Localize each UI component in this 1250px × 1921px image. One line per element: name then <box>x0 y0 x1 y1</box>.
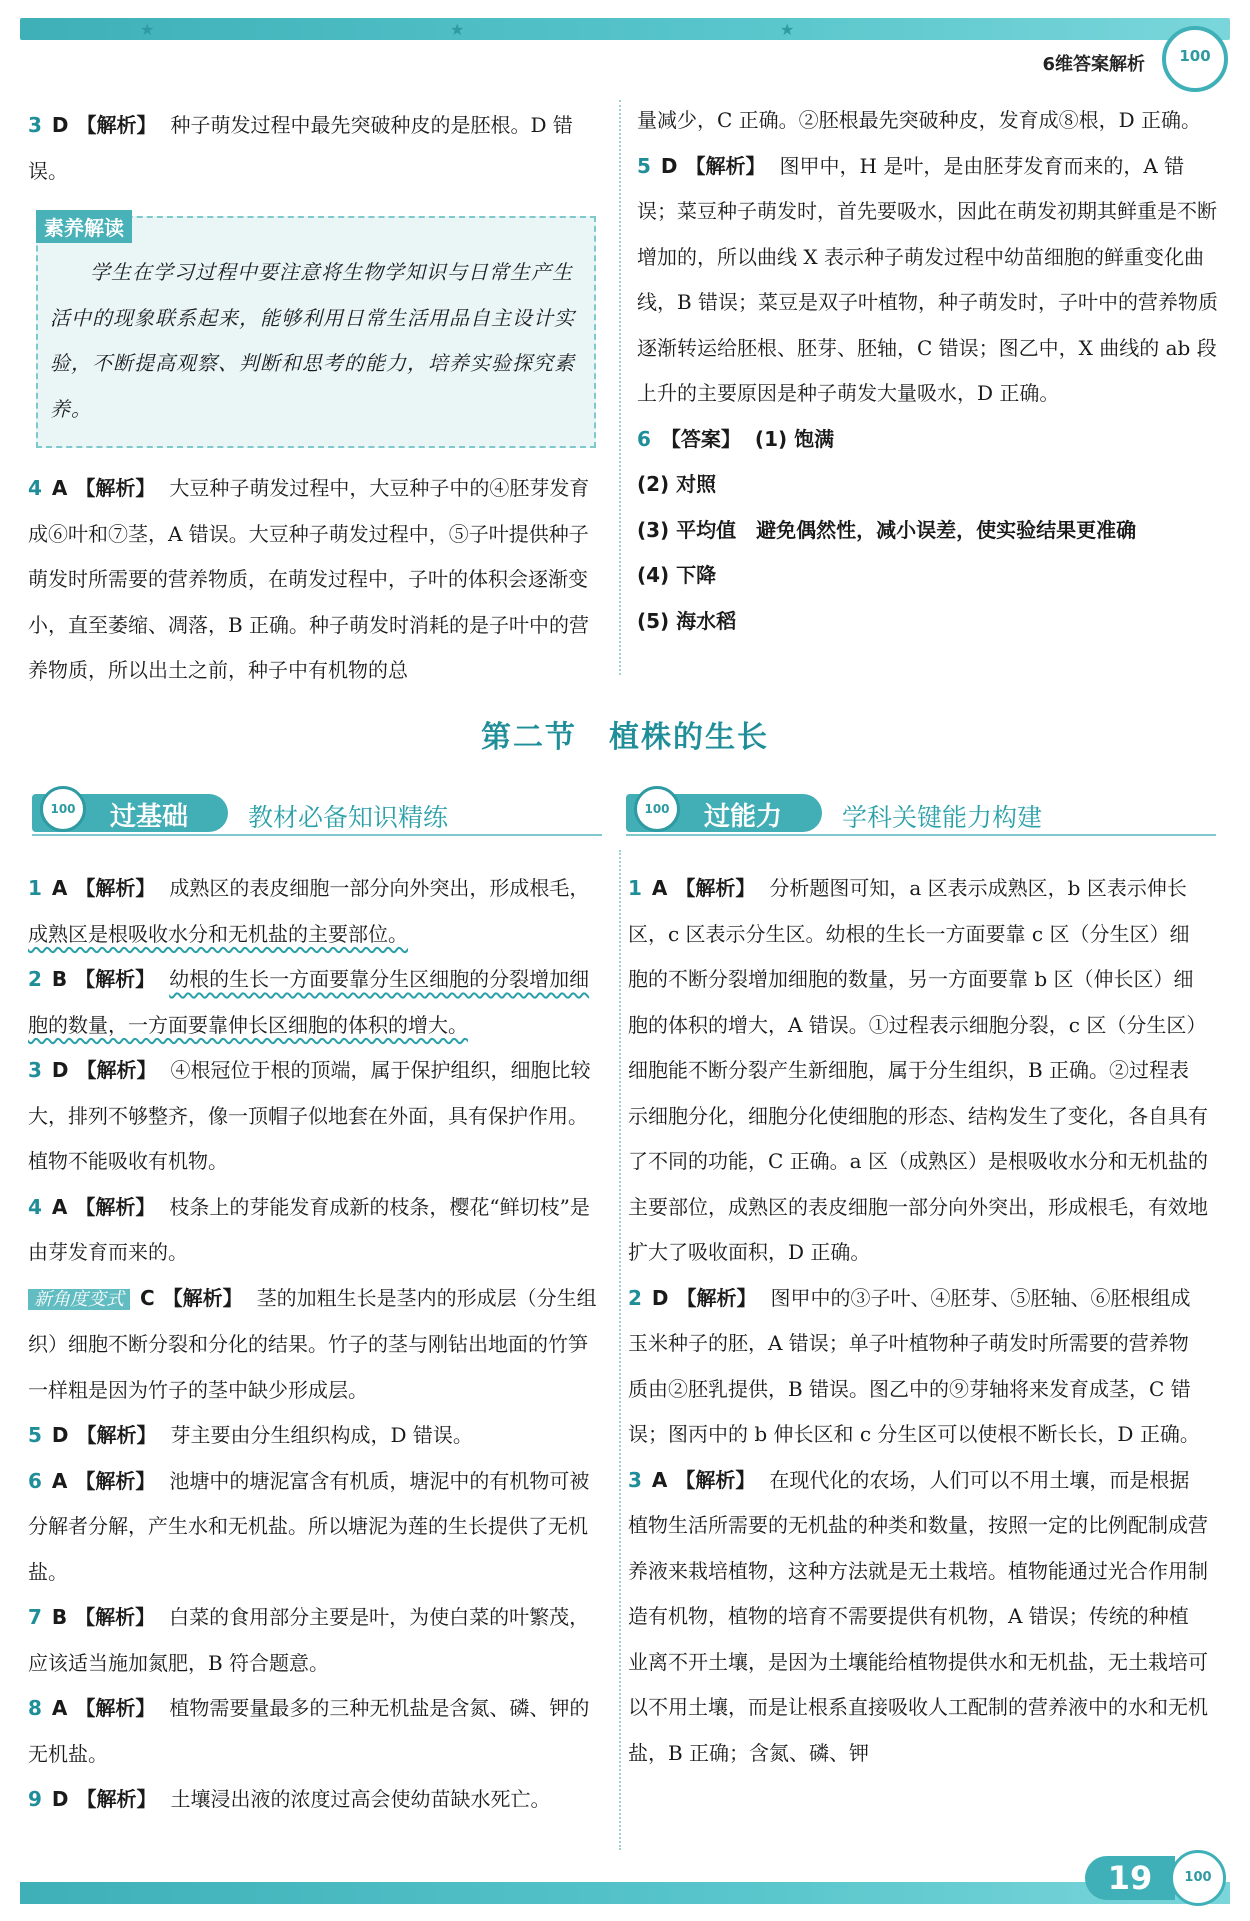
answer-item-5: 5 D 【解析】 图甲中，H 是叶，是由胚芽发育而来的，A 错误；菜豆种子萌发时，首先要吸水，因此在萌发初期其鲜重是不断增加的，所以曲线 X 表示种子萌发过程中幼苗细胞的鲜重变化曲线，B 错误；菜豆是双子叶植物，种子萌发时，子叶中的营养物质逐渐转运给胚根、胚芽、胚轴，C 错误；图乙中，X 曲线的 ab 段上升的主要原因是种子萌发大量吸水，D 正确。 <box>637 153 1219 405</box>
answer-item-3: 3 D 【解析】 种子萌发过程中最先突破种皮的是胚根。D 错误。 <box>28 113 573 183</box>
bottom-right-column <box>628 866 1208 1776</box>
top-right-column <box>637 98 1222 644</box>
answer-item-6: 6 【答案】 (1) 饱满 <box>637 426 835 451</box>
basic-item-5: 5 D 【解析】 芽主要由分生组织构成，D 错误。 <box>28 1423 473 1447</box>
basic-item-8: 8 A 【解析】 植物需要量最多的三种无机盐是含氮、磷、钾的无机盐。 <box>28 1696 590 1766</box>
page-number: 19 <box>1085 1856 1175 1900</box>
top-decorative-bar <box>20 18 1230 40</box>
logo-icon: 100 <box>1162 26 1228 92</box>
basic-item-2: 2 B 【解析】 幼根的生长一方面要靠分生区细胞的分裂增加细胞的数量，一方面要靠伸长区细胞的体积的增大。 <box>28 967 590 1037</box>
ability-item-1: 1 A 【解析】 分析题图可知，a 区表示成熟区，b 区表示伸长区，c 区表示分生区。幼根的生长一方面要靠 c 区（分生区）细胞的不断分裂增加细胞的数量，另一方面要靠 b 区（伸长区）细胞的体积的增大，A 错误。①过程表示细胞分裂，c 区（分生区）细胞能不断分裂产生新细胞，属于分生组织，B 正确。②过程表示细胞分化，细胞分化使细胞的形态、结构发生了变化，各自具有了不同的功能，C 正确。a 区（成熟区）是根吸收水分和无机盐的主要部位，成熟区的表皮细胞一部分向外突出，形成根毛，有效地扩大了吸收面积，D 正确。 <box>628 876 1208 1264</box>
mascot-icon: 100 <box>634 786 680 832</box>
basic-item-4: 4 A 【解析】 枝条上的芽能发育成新的枝条，樱花“鲜切枝”是由芽发育而来的。 <box>28 1194 590 1264</box>
star-icon: ★ <box>780 20 795 39</box>
right-band-subtitle: 学科关键能力构建 <box>842 803 1043 832</box>
logo-icon: 100 <box>1170 1850 1226 1906</box>
basic-item-variant: 新角度变式 C 【解析】 茎的加粗生长是茎内的形成层（分生组织）细胞不断分裂和分化的结果。竹子的茎与刚钻出地面的竹笋一样粗是因为竹子的茎中缺少形成层。 <box>28 1285 597 1402</box>
basic-item-6: 6 A 【解析】 池塘中的塘泥富含有机质，塘泥中的有机物可被分解者分解，产生水和无机盐。所以塘泥为莲的生长提供了无机盐。 <box>28 1468 590 1584</box>
ability-item-3: 3 A 【解析】 在现代化的农场，人们可以不用土壤，而是根据植物生活所需要的无机盐的种类和数量，按照一定的比例配制成营养液来栽培植物，这种方法就是无土栽培。植物能通过光合作用制造有机物，植物的培育不需要提供有机物，A 错误；传统的种植业离不开土壤，是因为土壤能给植物提供水和无机盐，无土栽培可以不用土壤，而是让根系直接吸收人工配制的营养液中的水和无机盐，B 正确；含氮、磷、钾 <box>628 1467 1208 1765</box>
bottom-decorative-bar <box>20 1882 1230 1904</box>
mascot-icon: 100 <box>40 786 86 832</box>
column-divider <box>619 100 621 675</box>
right-band-title: 过能力 <box>704 802 783 832</box>
star-icon: ★ <box>140 20 155 39</box>
column-divider <box>619 850 621 1850</box>
answer-6-item-4: (4) 下降 <box>637 563 717 587</box>
star-icon: ★ <box>450 20 465 39</box>
basic-item-3: 3 D 【解析】 ④根冠位于根的顶端，属于保护组织，细胞比较大，排列不够整齐，像一顶帽子似地套在外面，具有保护作用。植物不能吸收有机物。 <box>28 1058 591 1173</box>
right-band <box>594 792 1234 836</box>
left-band-subtitle: 教材必备知识精练 <box>248 803 449 832</box>
answer-6-item-2: (2) 对照 <box>637 472 717 496</box>
top-left-column <box>28 103 603 194</box>
answer-item-4: 4 A 【解析】 大豆种子萌发过程中，大豆种子中的④胚芽发育成⑥叶和⑦茎，A 错误。大豆种子萌发过程中，⑤子叶提供种子萌发时所需要的营养物质，在萌发过程中，子叶的体积会逐渐变小，直至萎缩、凋落，B 正确。种子萌发时消耗的是子叶中的营养物质，所以出土之前，种子中有机物的总 <box>28 476 590 682</box>
ability-item-2: 2 D 【解析】 图甲中的③子叶、④胚芽、⑤胚轴、⑥胚根组成玉米种子的胚，A 错误；单子叶植物种子萌发时所需要的营养物质由②胚乳提供，B 错误。图乙中的⑨芽轴将来发育成茎，C 错误；图丙中的 b 伸长区和 c 分生区可以使根不断长长，D 正确。 <box>628 1285 1200 1446</box>
answer-continuation: 量减少，C 正确。②胚根最先突破种皮，发育成⑧根，D 正确。 <box>637 108 1202 132</box>
left-band-title: 过基础 <box>110 802 189 832</box>
left-band-line <box>32 834 602 836</box>
answer-6-item-3: (3) 平均值 避免偶然性，减小误差，使实验结果更准确 <box>637 517 1137 542</box>
section-title: 第二节 植株的生长 <box>481 720 769 755</box>
left-band <box>0 792 610 836</box>
basic-item-1: 1 A 【解析】 成熟区的表皮细胞一部分向外突出，形成根毛，成熟区是根吸收水分和无机盐的主要部位。 <box>28 876 590 946</box>
literacy-box-title: 素养解读 <box>36 210 132 243</box>
literacy-box-text: 学生在学习过程中要注意将生物学知识与日常生产生活中的现象联系起来，能够利用日常生活用品自主设计实验，不断提高观察、判断和思考的能力，培养实验探究素养。 <box>50 260 575 421</box>
basic-item-7: 7 B 【解析】 白菜的食用部分主要是叶，为使白菜的叶繁茂，应该适当施加氮肥，B 符合题意。 <box>28 1605 590 1675</box>
header-label: 6维答案解析 <box>1042 54 1145 75</box>
basic-item-9: 9 D 【解析】 土壤浸出液的浓度过高会使幼苗缺水死亡。 <box>28 1787 551 1811</box>
bottom-left-column <box>28 866 606 1823</box>
top-left-column-2 <box>28 466 603 694</box>
answer-6-item-5: (5) 海水稻 <box>637 608 737 633</box>
right-band-line <box>626 834 1216 836</box>
